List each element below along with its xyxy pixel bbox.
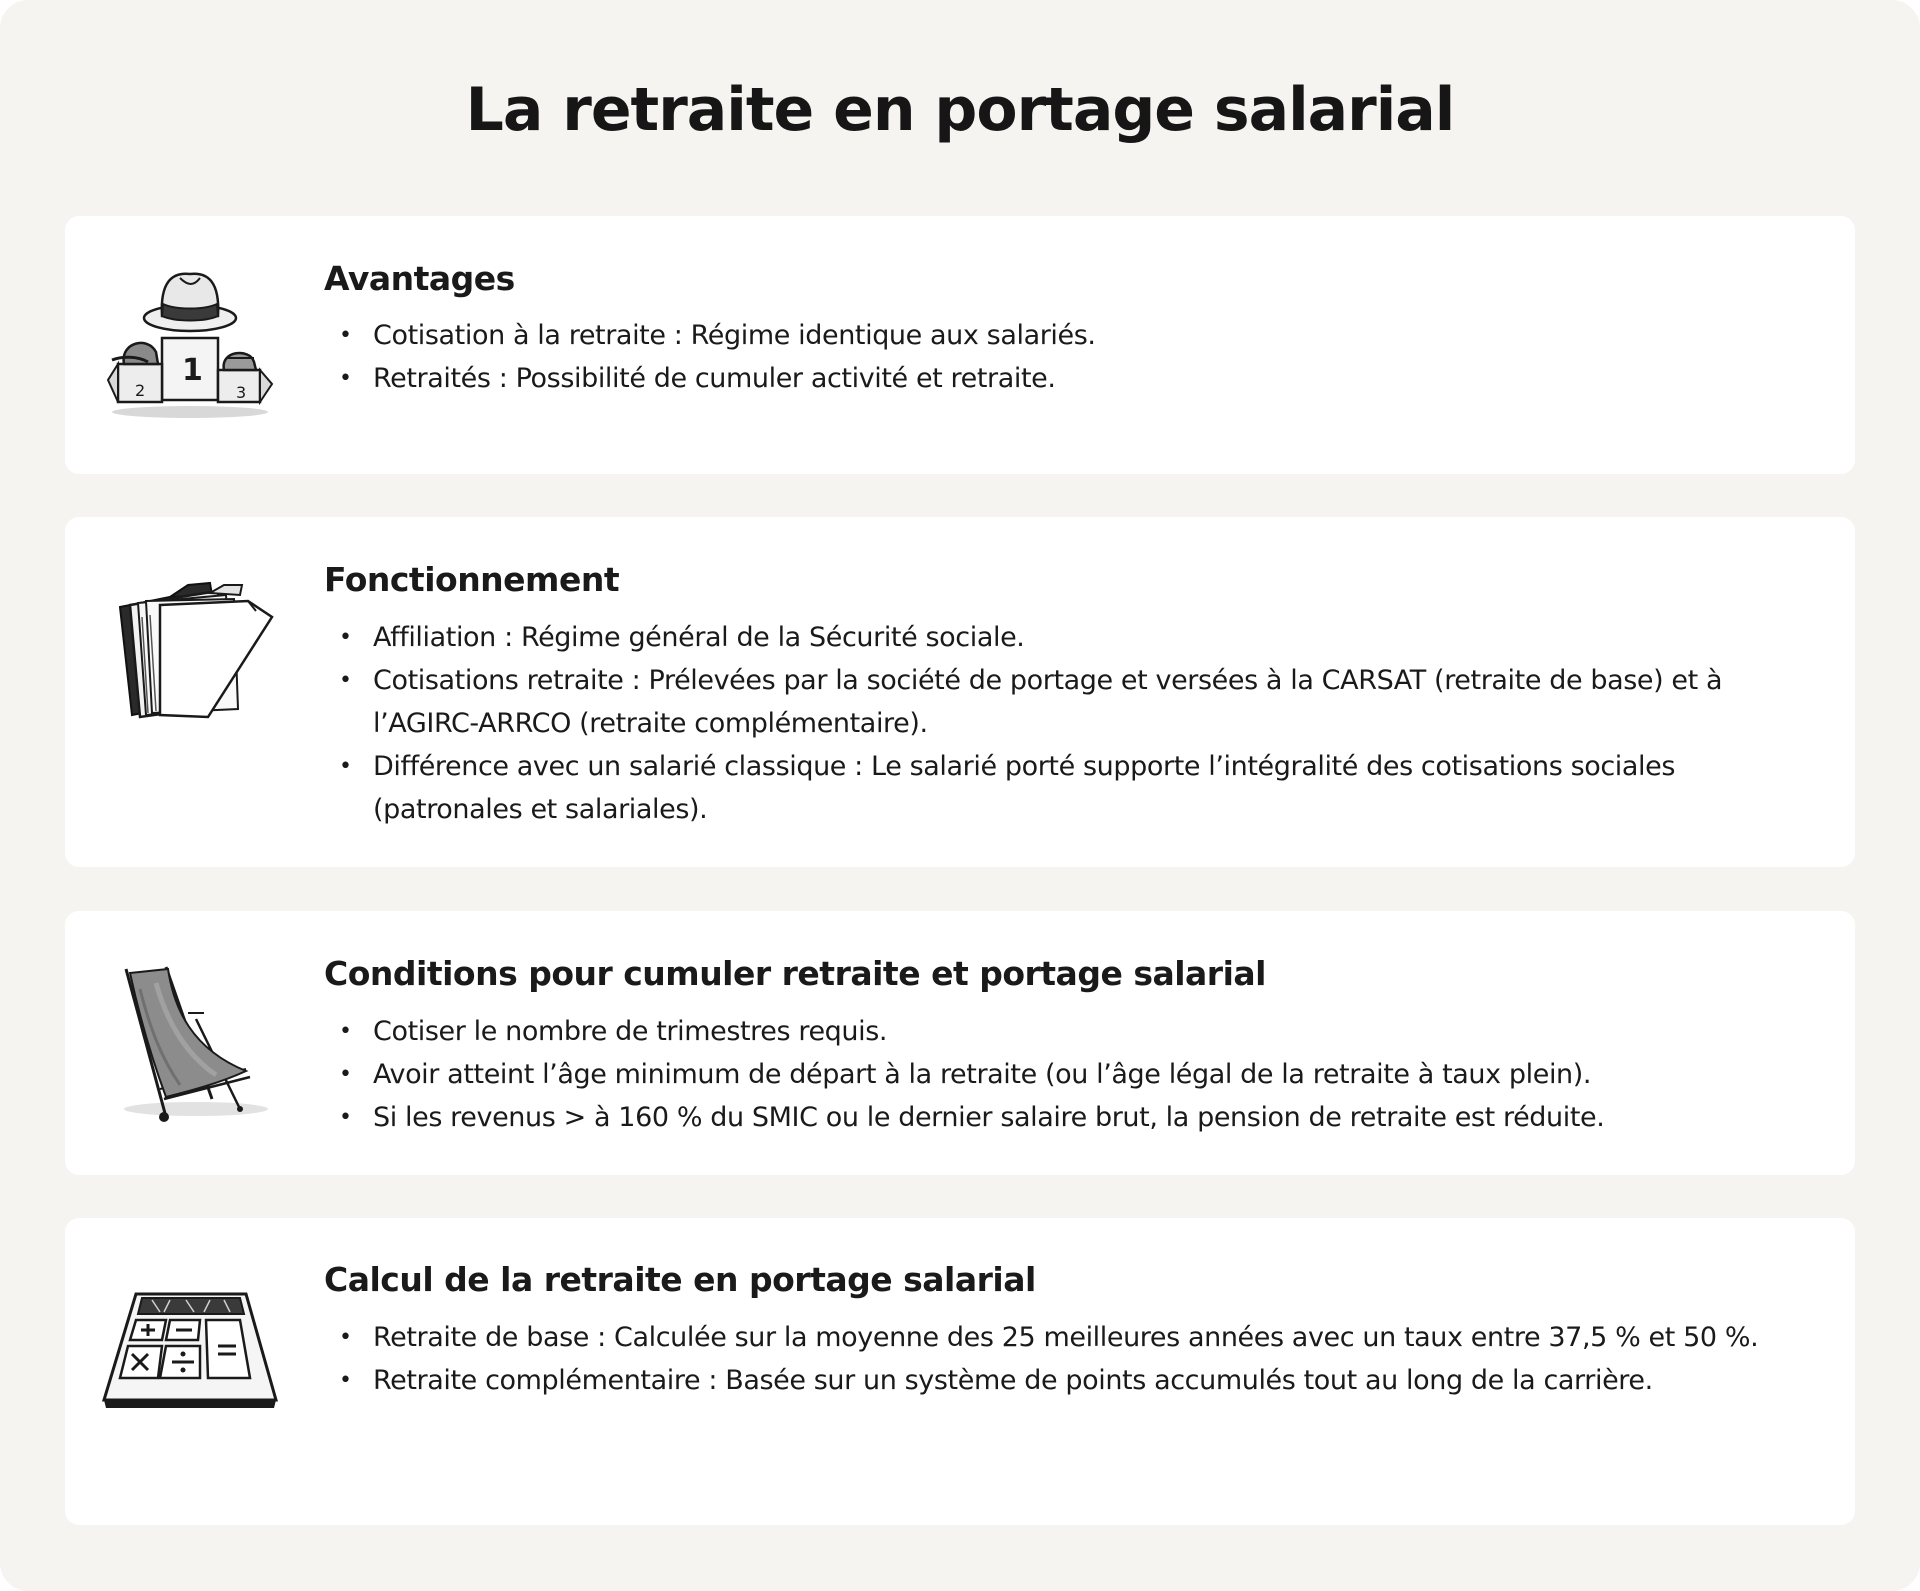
- podium-number-2: 2: [135, 381, 146, 400]
- bullet: •: [339, 668, 352, 693]
- list-item-text: Retraités : Possibilité de cumuler activité et retraite.: [373, 363, 1056, 394]
- list-item-text: Cotiser le nombre de trimestres requis.: [373, 1016, 888, 1047]
- list-item: [324, 1316, 1824, 1359]
- list-item: [324, 1010, 1824, 1053]
- list-item-text: Cotisation à la retraite : Régime identique aux salariés.: [373, 320, 1096, 351]
- deck-chair-icon: [100, 949, 280, 1129]
- card-fonctionnement: [65, 517, 1855, 867]
- folders-icon: [100, 555, 280, 735]
- calculator-icon: [100, 1260, 280, 1440]
- card-title: Conditions pour cumuler retraite et portage salarial: [324, 954, 1266, 993]
- bullet: •: [339, 754, 352, 779]
- list-item: [324, 314, 1824, 357]
- card-avantages: [65, 216, 1855, 474]
- list-item-text: Retraite complémentaire : Basée sur un système de points accumulés tout au long de la carrière.: [373, 1365, 1653, 1396]
- bullet: •: [339, 366, 352, 391]
- card-conditions: [65, 911, 1855, 1175]
- page-title: La retraite en portage salarial: [465, 75, 1455, 145]
- card-title: Fonctionnement: [324, 560, 620, 599]
- bullet: •: [339, 625, 352, 650]
- list-item: [324, 659, 1824, 745]
- bullet: •: [339, 1368, 352, 1393]
- bullet: •: [339, 1105, 352, 1130]
- card-list: [324, 314, 1824, 400]
- list-item: [324, 616, 1824, 659]
- list-item-text: Retraite de base : Calculée sur la moyenne des 25 meilleures années avec un taux entre 37,5 % et 50 %.: [373, 1322, 1759, 1353]
- card-title: Calcul de la retraite en portage salarial: [324, 1260, 1036, 1299]
- podium-number-1: 1: [182, 353, 203, 388]
- bullet: •: [339, 323, 352, 348]
- list-item: [324, 1096, 1824, 1139]
- list-item: [324, 1053, 1824, 1096]
- list-item: [324, 1359, 1824, 1402]
- list-item-text: Affiliation : Régime général de la Sécurité sociale.: [373, 622, 1025, 653]
- card-list: [324, 1010, 1824, 1139]
- bullet: •: [339, 1019, 352, 1044]
- card-title: Avantages: [324, 259, 515, 298]
- list-item: [324, 357, 1824, 400]
- card-list: [324, 616, 1824, 831]
- podium-number-3: 3: [236, 383, 247, 402]
- bullet: •: [339, 1062, 352, 1087]
- bullet: •: [339, 1325, 352, 1350]
- card-calcul: [65, 1218, 1855, 1525]
- list-item-text: Différence avec un salarié classique : Le salarié porté supporte l’intégralité des cotisations sociales (patronales et salariales).: [373, 751, 1676, 825]
- podium-icon: [100, 252, 280, 432]
- list-item-text: Avoir atteint l’âge minimum de départ à la retraite (ou l’âge légal de la retraite à taux plein).: [373, 1059, 1592, 1090]
- list-item-text: Cotisations retraite : Prélevées par la société de portage et versées à la CARSAT (retraite de base) et à l’AGIRC-ARRCO (retraite complémentaire).: [373, 665, 1723, 739]
- list-item-text: Si les revenus > à 160 % du SMIC ou le dernier salaire brut, la pension de retraite est réduite.: [373, 1102, 1605, 1133]
- card-list: [324, 1316, 1824, 1402]
- list-item: [324, 745, 1824, 831]
